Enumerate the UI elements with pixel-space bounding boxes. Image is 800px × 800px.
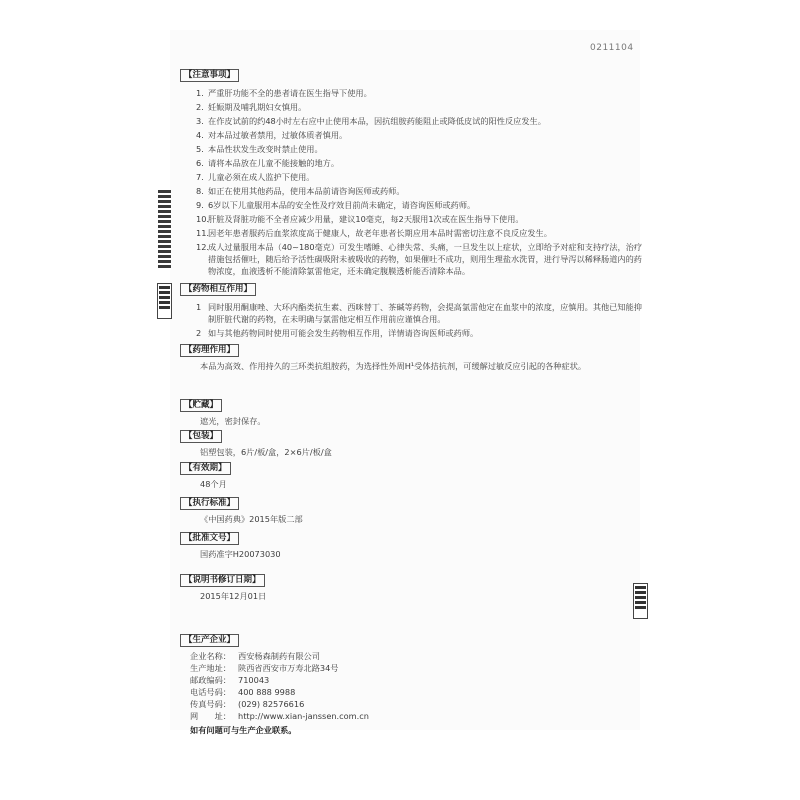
section-body: 2015年12月01日 xyxy=(200,591,267,601)
list-item: 9. 6岁以下儿童服用本品的安全性及疗效目前尚未确定，请咨询医师或药师。 xyxy=(196,200,476,210)
section-heading: 【包装】 xyxy=(180,430,222,443)
section-heading: 【注意事项】 xyxy=(180,69,239,82)
print-registration-stripes xyxy=(158,190,171,270)
section-heading: 【贮藏】 xyxy=(180,399,222,412)
list-item: 11. 因老年患者服药后血浆浓度高于健康人，故老年患者长期应用本品时需密切注意不良反应发生。 xyxy=(196,228,552,238)
registration-mark-icon xyxy=(633,583,648,619)
section-heading: 【药理作用】 xyxy=(180,344,239,357)
list-item: 1 同时服用酮康唑、大环内酯类抗生素、西咪替丁、茶碱等药物，会提高氯雷他定在血浆中的浓度，应慎用。其他已知能抑制肝脏代谢的药物，在未明确与氯雷他定相互作用前应谨慎合用。 xyxy=(196,302,642,324)
manufacturer-row: 网 址： http://www.xian-janssen.com.cn xyxy=(190,711,369,721)
manufacturer-row: 生产地址： 陕西省西安市万寿北路34号 xyxy=(190,663,339,673)
manufacturer-row: 电话号码： 400 888 9988 xyxy=(190,687,296,697)
list-item: 6. 请将本品放在儿童不能接触的地方。 xyxy=(196,158,340,168)
revision-section xyxy=(180,573,266,602)
list-item: 10. 肝脏及肾脏功能不全者应减少用量，建议10毫克，每2天服用1次或在医生指导下使用。 xyxy=(196,214,524,224)
manufacturer-row: 邮政编码： 710043 xyxy=(190,675,270,685)
manufacturer-section xyxy=(180,633,369,736)
document-code: 0211104 xyxy=(590,43,634,53)
list-item: 4. 对本品过敏者禁用，过敏体质者慎用。 xyxy=(196,130,348,140)
precautions-section xyxy=(180,68,648,279)
contact-note: 如有问题可与生产企业联系。 xyxy=(190,725,297,735)
validity-section xyxy=(180,461,231,490)
section-body: 48个月 xyxy=(200,479,227,489)
section-body: 《中国药典》2015年版二部 xyxy=(200,514,303,524)
list-item: 7. 儿童必须在成人监护下使用。 xyxy=(196,172,315,182)
registration-mark-icon xyxy=(157,283,172,319)
standard-section xyxy=(180,496,303,525)
section-body: 本品为高效、作用持久的三环类抗组胺药，为选择性外周H¹受体拮抗剂，可缓解过敏反应引起的各种症状。 xyxy=(200,361,587,371)
approval-section xyxy=(180,531,281,560)
section-heading: 【说明书修订日期】 xyxy=(180,574,265,587)
list-item: 2. 妊娠期及哺乳期妇女慎用。 xyxy=(196,102,307,112)
list-item: 1. 严重肝功能不全的患者请在医生指导下使用。 xyxy=(196,88,372,98)
section-body: 铝塑包装，6片/板/盒，2×6片/板/盒 xyxy=(200,447,332,457)
section-heading: 【批准文号】 xyxy=(180,532,239,545)
package-section xyxy=(180,429,332,458)
list-item: 8. 如正在使用其他药品，使用本品前请咨询医师或药师。 xyxy=(196,186,405,196)
section-heading: 【药物相互作用】 xyxy=(180,283,256,296)
section-heading: 【生产企业】 xyxy=(180,634,239,647)
list-item: 3. 在作皮试前的约48小时左右应中止使用本品，因抗组胺药能阻止或降低皮试的阳性反应发生。 xyxy=(196,116,546,126)
section-body: 遮光，密封保存。 xyxy=(200,416,266,426)
section-body: 国药准字H20073030 xyxy=(200,549,281,559)
list-item: 2 如与其他药物同时使用可能会发生药物相互作用，详情请咨询医师或药师。 xyxy=(196,328,479,338)
pharmacology-section xyxy=(180,343,640,372)
storage-section xyxy=(180,398,266,427)
manufacturer-row: 企业名称： 西安杨森制药有限公司 xyxy=(190,651,320,661)
list-item: 12. 成人过量服用本品（40~180毫克）可发生嗜睡、心律失常、头痛，一旦发生以上症状，立即给予对症和支持疗法，治疗措施包括催吐，随后给予活性碳吸附未被吸收的药物，如果催吐不成功，则用生理盐水洗胃，进行导泻以稀释肠道内的药物浓度，血液透析不能清除氯雷他定，还未确定腹膜透析能否清除本品。 xyxy=(196,242,643,276)
interactions-section xyxy=(180,282,648,341)
manufacturer-row: 传真号码： (029) 82576616 xyxy=(190,699,305,709)
list-item: 5. 本品性状发生改变时禁止使用。 xyxy=(196,144,323,154)
section-heading: 【有效期】 xyxy=(180,462,231,475)
section-heading: 【执行标准】 xyxy=(180,497,239,510)
